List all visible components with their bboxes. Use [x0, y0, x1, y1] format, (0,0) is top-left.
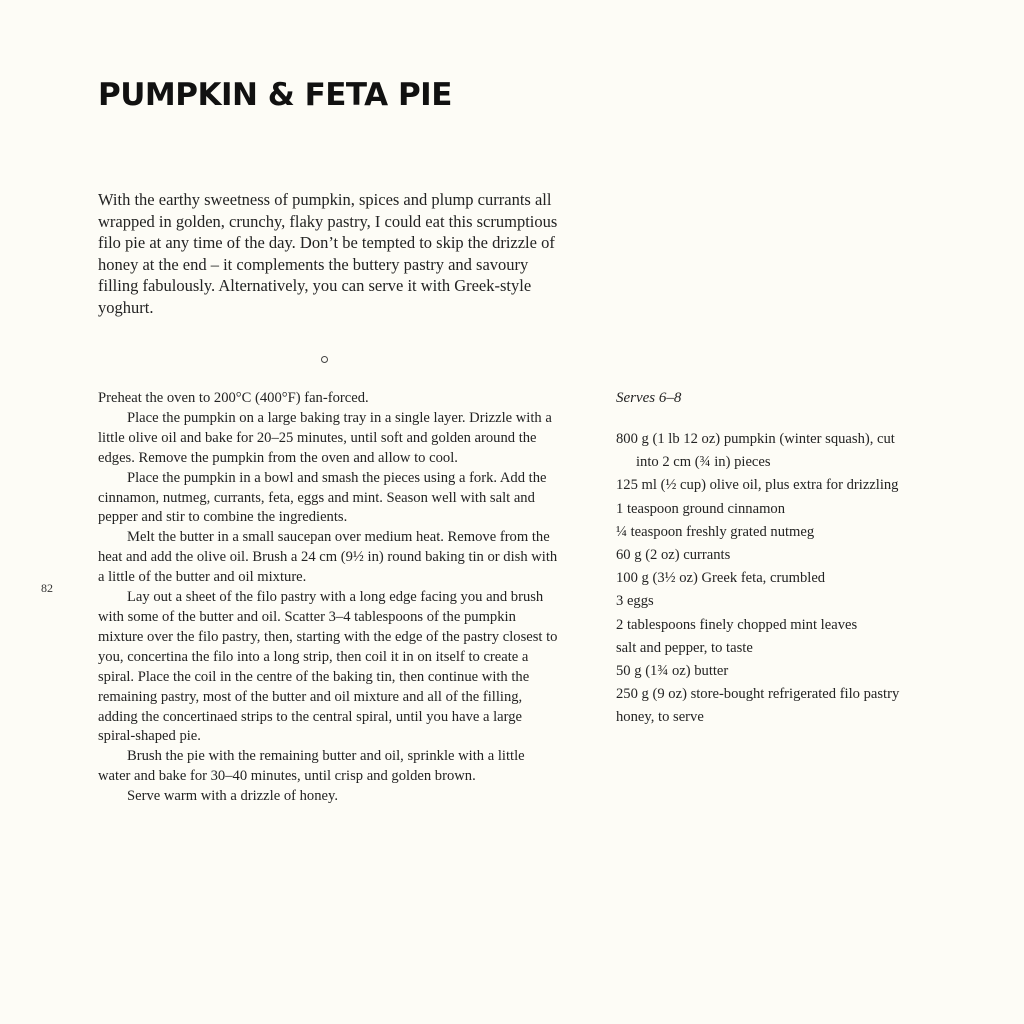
method-steps	[98, 389, 560, 807]
method-step: Preheat the oven to 200°C (400°F) fan-forced.	[98, 390, 369, 406]
ingredient-item: 2 tablespoons finely chopped mint leaves	[616, 616, 858, 633]
serves-label: Serves 6–8	[616, 390, 682, 406]
method-step: Place the pumpkin in a bowl and smash the pieces using a fork. Add the cinnamon, nutmeg, currants, feta, eggs and mint. Season well with salt and pepper and stir to combine the ingredients.	[98, 469, 547, 526]
method-step: Melt the butter in a small saucepan over medium heat. Remove from the heat and add the olive oil. Brush a 24 cm (9½ in) round baking tin or dish with a little of the butter and oil mixture.	[98, 529, 558, 586]
recipe-intro: With the earthy sweetness of pumpkin, spices and plump currants all wrapped in golden, crunchy, flaky pastry, I could eat this scrumptious filo pie at any time of the day. Don’t be tempted to skip the drizzle of honey at the end – it complements the buttery pastry and savoury filling fabulously. Alternatively, you can serve it with Greek-style yoghurt.	[98, 190, 558, 317]
ingredient-item: 125 ml (½ cup) olive oil, plus extra for drizzling	[616, 477, 899, 494]
ingredient-item: 3 eggs	[616, 593, 654, 610]
section-divider-ornament	[321, 356, 328, 363]
method-step: Brush the pie with the remaining butter and oil, sprinkle with a little water and bake for 30–40 minutes, until crisp and golden brown.	[98, 748, 525, 785]
ingredient-item: honey, to serve	[616, 709, 704, 726]
ingredient-item: salt and pepper, to taste	[616, 639, 753, 656]
ingredient-item: 1 teaspoon ground cinnamon	[616, 500, 786, 517]
recipe-title: PUMPKIN & FETA PIE	[98, 77, 452, 113]
ingredient-item: 800 g (1 lb 12 oz) pumpkin (winter squash), cut into 2 cm (¾ in) pieces	[616, 431, 895, 471]
page-number: 82	[41, 581, 53, 595]
method-step: Serve warm with a drizzle of honey.	[127, 788, 338, 805]
ingredients-list	[616, 428, 916, 730]
method-step: Lay out a sheet of the filo pastry with a long edge facing you and brush with some of the butter and oil. Scatter 3–4 tablespoons of the pumpkin mixture over the filo pastry, then, starting with the edge of the pastry closest to you, concertina the filo into a long strip, then coil it in on itself to create a spiral. Place the coil in the centre of the baking tin, then continue with the remaining pastry, most of the butter and oil mixture and all of the filling, adding the concertinaed strips to the central spiral, until you have a large spiral-shaped pie.	[98, 589, 558, 745]
method-step: Place the pumpkin on a large baking tray in a single layer. Drizzle with a little olive oil and bake for 20–25 minutes, until soft and golden around the edges. Remove the pumpkin from the oven and allow to cool.	[98, 409, 552, 466]
ingredient-item: ¼ teaspoon freshly grated nutmeg	[616, 523, 815, 540]
ingredient-item: 50 g (1¾ oz) butter	[616, 663, 729, 680]
ingredient-item: 60 g (2 oz) currants	[616, 547, 731, 564]
ingredient-item: 250 g (9 oz) store-bought refrigerated filo pastry	[616, 686, 900, 703]
ingredient-item: 100 g (3½ oz) Greek feta, crumbled	[616, 570, 826, 587]
